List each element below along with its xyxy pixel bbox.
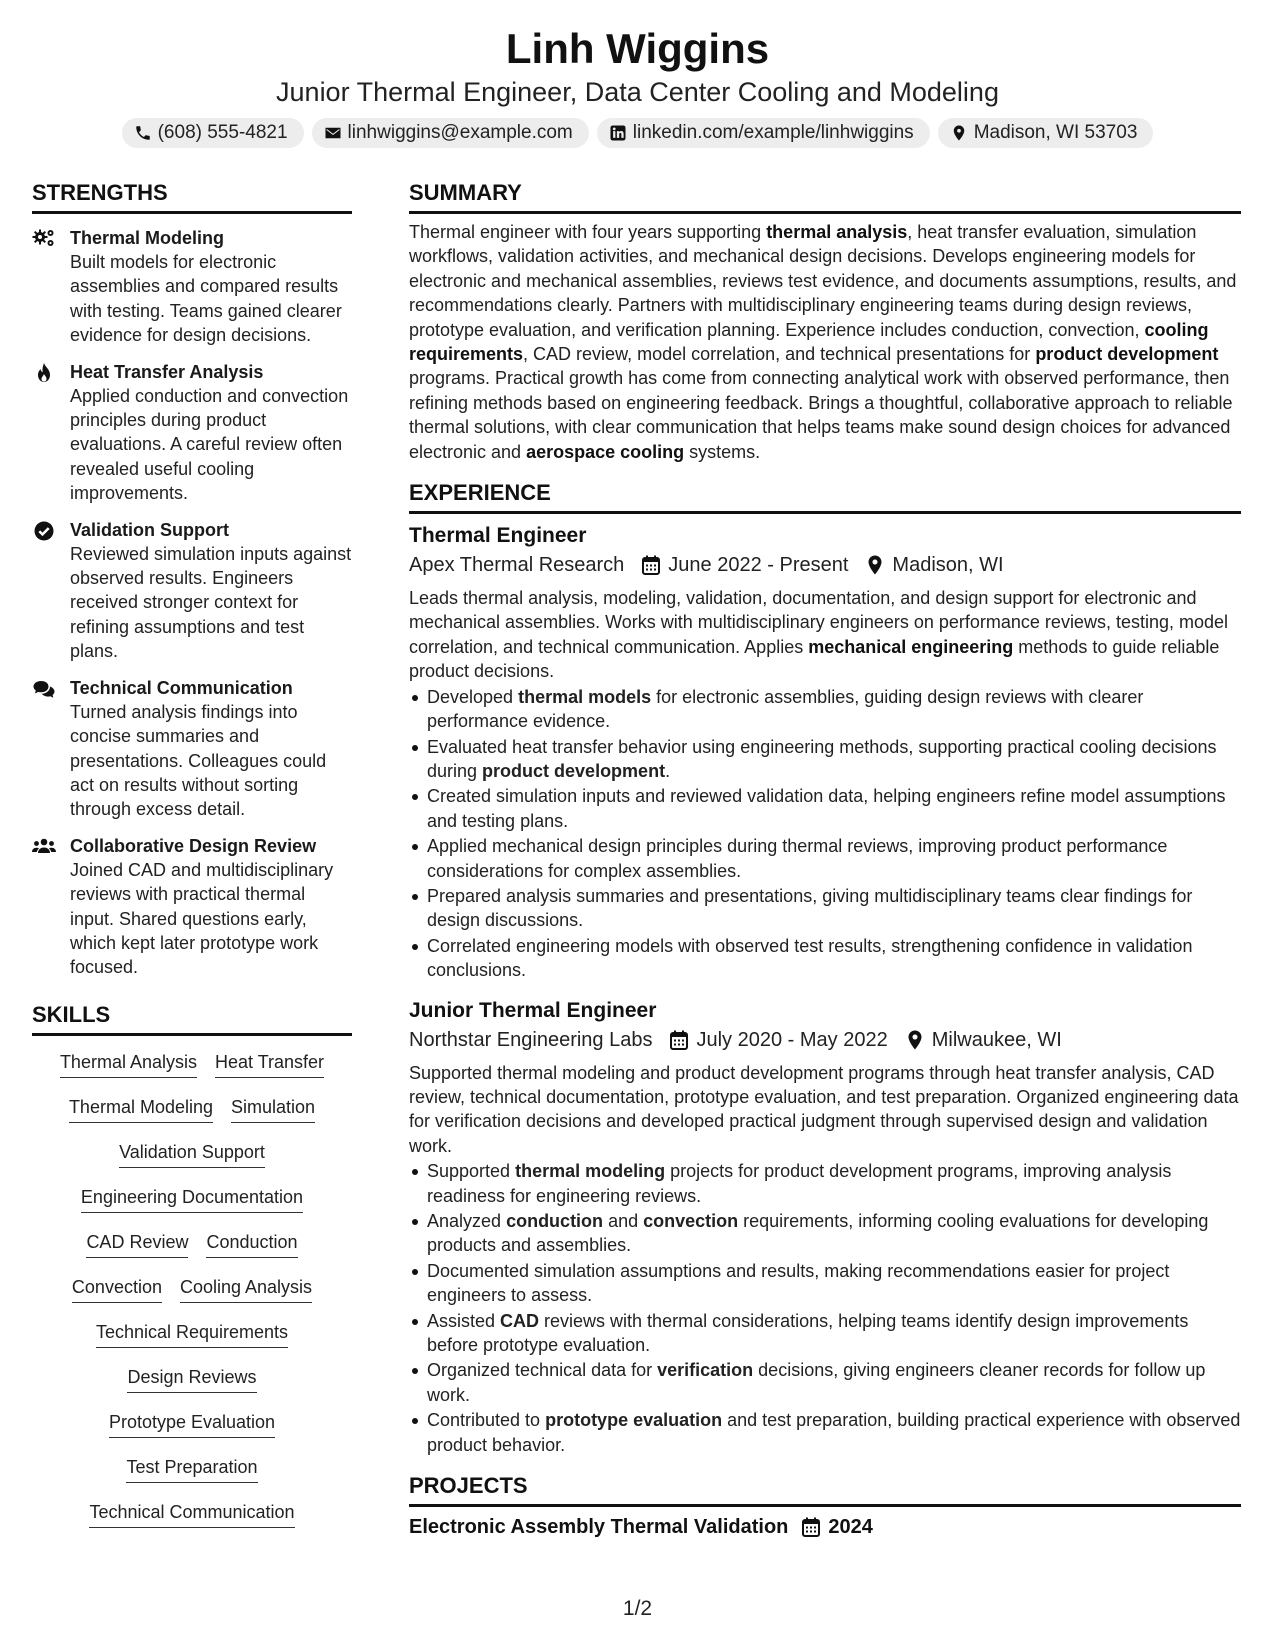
- emphasis: product development: [1035, 344, 1219, 365]
- candidate-name: Linh Wiggins: [505, 25, 770, 72]
- emphasis: CAD: [500, 1310, 540, 1331]
- job-company-text: Northstar Engineering Labs: [409, 1028, 653, 1051]
- contact-location-text: Madison, WI 53703: [973, 122, 1138, 143]
- job-dates: [642, 550, 848, 580]
- flame-icon: [32, 362, 56, 384]
- envelope-icon: [324, 124, 342, 142]
- contact-phone[interactable]: [122, 118, 304, 148]
- strength-desc: Applied conduction and convection principles during product evaluations. A careful review often revealed useful cooling improvements.: [70, 385, 349, 504]
- skill-tag: Technical Requirements: [96, 1320, 288, 1348]
- skill-tag: Prototype Evaluation: [109, 1410, 275, 1438]
- job-entry: [409, 997, 1241, 1458]
- skill-tag: Thermal Modeling: [69, 1095, 213, 1123]
- check-circle-icon: [32, 520, 56, 542]
- strengths-heading: STRENGTHS: [32, 178, 352, 214]
- emphasis: convection: [643, 1211, 739, 1231]
- bullet-item: Organized technical data for verification decisions, giving engineers cleaner records for follow up work.: [409, 1358, 1241, 1407]
- project-date: 2024: [828, 1516, 873, 1539]
- job-location-text: Madison, WI: [892, 554, 1004, 577]
- emphasis: prototype evaluation: [545, 1410, 723, 1431]
- bullet-item: Evaluated heat transfer behavior using engineering methods, supporting practical cooling decisions during product development.: [409, 735, 1241, 784]
- skill-row: [86, 1230, 297, 1275]
- resume-header: [0, 22, 1275, 148]
- summary-text: Thermal engineer with four years supporting thermal analysis, heat transfer evaluation, simulation workflows, validation activities, and mechanical design decisions. Develops engineering models for electronic and mechanical assemblies, reviews test evidence, and documents assumptions, results, and recommendations clearly. Partners with multidisciplinary engineering teams during design reviews, prototype evaluation, and verification planning. Experience includes conduction, convection, cooling requirements, CAD review, model correlation, and technical presentations for product development programs. Practical growth has come from connecting analytical work with observed performance, then refining methods based on engineering feedback. Brings a thoughtful, collaborative approach to reliable thermal solutions, with clear communication that helps teams make sound design choices for advanced electronic and aerospace cooling systems.: [409, 222, 1237, 462]
- map-pin-icon: [950, 124, 968, 142]
- skill-row: [89, 1500, 294, 1545]
- strength-title: Thermal Modeling: [70, 228, 225, 248]
- candidate-subtitle: Junior Thermal Engineer, Data Center Cooling and Modeling: [276, 77, 999, 107]
- bullet-item: Created simulation inputs and reviewed validation data, helping engineers refine model assumptions and testing plans.: [409, 784, 1241, 833]
- skill-tag: Validation Support: [119, 1140, 265, 1168]
- skill-row: [126, 1455, 257, 1500]
- job-dates: [670, 1025, 887, 1055]
- emphasis: product development: [482, 760, 666, 781]
- contact-location[interactable]: [938, 118, 1154, 148]
- right-column: [409, 178, 1241, 1542]
- linkedin-icon: [609, 124, 627, 142]
- strength-item: [32, 834, 352, 980]
- skill-row: [109, 1410, 275, 1455]
- emphasis: thermal modeling: [515, 1161, 666, 1182]
- strength-item: [32, 676, 352, 822]
- strength-item: [32, 518, 352, 664]
- job-description: Supported thermal modeling and product development programs through heat transfer analysis, CAD review, technical documentation, prototype evaluation, and test preparation. Organized engineering data for verification decisions and developed practical judgment through supervised design and validation work.: [409, 1062, 1239, 1156]
- skill-tag: Engineering Documentation: [81, 1185, 303, 1213]
- skill-tag: Test Preparation: [126, 1455, 257, 1483]
- calendar-icon: [802, 1517, 820, 1537]
- skill-tag: Thermal Analysis: [60, 1050, 197, 1078]
- job-bullets: [409, 685, 1241, 983]
- skill-tag: Design Reviews: [127, 1365, 256, 1393]
- skill-row: [96, 1320, 288, 1365]
- skill-row: [127, 1365, 256, 1410]
- bullet-item: Analyzed conduction and convection requirements, informing cooling evaluations for developing products and assemblies.: [409, 1209, 1241, 1258]
- skill-row: [60, 1050, 324, 1095]
- bullet-item: Documented simulation assumptions and results, making recommendations easier for project engineers to assess.: [409, 1259, 1241, 1308]
- calendar-icon: [670, 1030, 688, 1050]
- skill-row: [81, 1185, 303, 1230]
- bullet-item: Contributed to prototype evaluation and test preparation, building practical experience with observed product behavior.: [409, 1408, 1241, 1457]
- bullet-item: Assisted CAD reviews with thermal considerations, helping teams identify design improvements before prototype evaluation.: [409, 1309, 1241, 1358]
- job-dates-text: June 2022 - Present: [668, 554, 849, 577]
- comments-icon: [32, 678, 56, 700]
- skill-row: [69, 1095, 315, 1140]
- strength-title: Technical Communication: [70, 677, 293, 698]
- emphasis: conduction: [506, 1211, 604, 1231]
- calendar-icon: [642, 555, 660, 575]
- job-description: Leads thermal analysis, modeling, validation, documentation, and design support for electronic and mechanical assemblies. Works with multidisciplinary engineers on performance reviews, testing, model correlation, and technical communication. Applies mechanical engineering methods to guide reliable product decisions.: [409, 588, 1229, 682]
- phone-icon: [134, 124, 152, 142]
- left-column: [32, 178, 352, 1545]
- emphasis: aerospace cooling: [526, 441, 685, 462]
- strength-title: Collaborative Design Review: [70, 835, 317, 856]
- job-company: [409, 550, 624, 580]
- emphasis: mechanical engineering: [808, 636, 1014, 657]
- map-pin-icon: [906, 1030, 924, 1050]
- skill-tag: Cooling Analysis: [180, 1275, 312, 1303]
- contact-bar: [0, 118, 1275, 148]
- skill-tag: Conduction: [206, 1230, 297, 1258]
- skills-list: [32, 1050, 352, 1545]
- job-entry: [409, 522, 1241, 983]
- strength-desc: Reviewed simulation inputs against observed results. Engineers received stronger context for refining assumptions and test plans.: [70, 543, 352, 662]
- skill-tag: CAD Review: [86, 1230, 188, 1258]
- skill-tag: Heat Transfer: [215, 1050, 324, 1078]
- contact-linkedin[interactable]: [597, 118, 930, 148]
- contact-phone-text: (608) 555-4821: [157, 122, 288, 143]
- strength-desc: Built models for electronic assemblies and compared results with testing. Teams gained clearer evidence for design decisions.: [70, 252, 342, 346]
- map-pin-icon: [866, 555, 884, 575]
- contact-email-text: linhwiggins@example.com: [347, 122, 573, 143]
- skill-row: [119, 1140, 265, 1185]
- emphasis: thermal analysis: [766, 222, 908, 242]
- job-meta: [409, 1025, 1241, 1055]
- strength-item: [32, 360, 352, 506]
- job-location: [906, 1025, 1062, 1055]
- strength-title: Validation Support: [70, 519, 230, 540]
- contact-email[interactable]: [312, 118, 589, 148]
- emphasis: thermal models: [518, 686, 652, 707]
- job-company: [409, 1025, 652, 1055]
- emphasis: cooling requirements: [409, 319, 1209, 365]
- strength-desc: Joined CAD and multidisciplinary reviews with practical thermal input. Shared questions early, which kept later prototype work focused.: [70, 859, 334, 978]
- job-location-text: Milwaukee, WI: [931, 1028, 1062, 1051]
- project-title: Electronic Assembly Thermal Validation: [409, 1516, 789, 1539]
- job-company-text: Apex Thermal Research: [409, 554, 625, 577]
- bullet-item: Correlated engineering models with observed test results, strengthening confidence in validation conclusions.: [409, 934, 1241, 983]
- projects-heading: PROJECTS: [409, 1471, 1241, 1507]
- strength-title: Heat Transfer Analysis: [70, 361, 264, 382]
- skills-heading: SKILLS: [32, 1000, 352, 1036]
- job-dates-text: July 2020 - May 2022: [696, 1028, 888, 1051]
- contact-linkedin-text: linkedin.com/example/linhwiggins: [632, 122, 914, 143]
- strength-item: [32, 226, 352, 348]
- bullet-item: Applied mechanical design principles during thermal reviews, improving product performance considerations for complex assemblies.: [409, 834, 1241, 883]
- skill-tag: Simulation: [231, 1095, 315, 1123]
- job-location: [866, 550, 1003, 580]
- skill-row: [72, 1275, 312, 1320]
- users-icon: [32, 836, 56, 858]
- page-number: 1/2: [622, 1597, 653, 1620]
- bullet-item: Prepared analysis summaries and presentations, giving multidisciplinary teams clear findings for design discussions.: [409, 884, 1241, 933]
- skill-tag: Convection: [72, 1275, 162, 1303]
- strength-desc: Turned analysis findings into concise summaries and presentations. Colleagues could act on results without sorting through excess detail.: [70, 701, 327, 820]
- gears-icon: [32, 228, 56, 250]
- job-bullets: [409, 1159, 1241, 1457]
- job-title: Thermal Engineer: [409, 524, 587, 548]
- experience-heading: EXPERIENCE: [409, 478, 1241, 514]
- summary-heading: SUMMARY: [409, 178, 1241, 214]
- emphasis: verification: [657, 1360, 754, 1381]
- job-title: Junior Thermal Engineer: [409, 998, 657, 1022]
- bullet-item: Supported thermal modeling projects for product development programs, improving analysis readiness for engineering reviews.: [409, 1159, 1241, 1208]
- bullet-item: Developed thermal models for electronic assemblies, guiding design reviews with clearer performance evidence.: [409, 685, 1241, 734]
- job-meta: [409, 550, 1241, 580]
- project-entry: [409, 1512, 1241, 1542]
- skill-tag: Technical Communication: [89, 1500, 294, 1528]
